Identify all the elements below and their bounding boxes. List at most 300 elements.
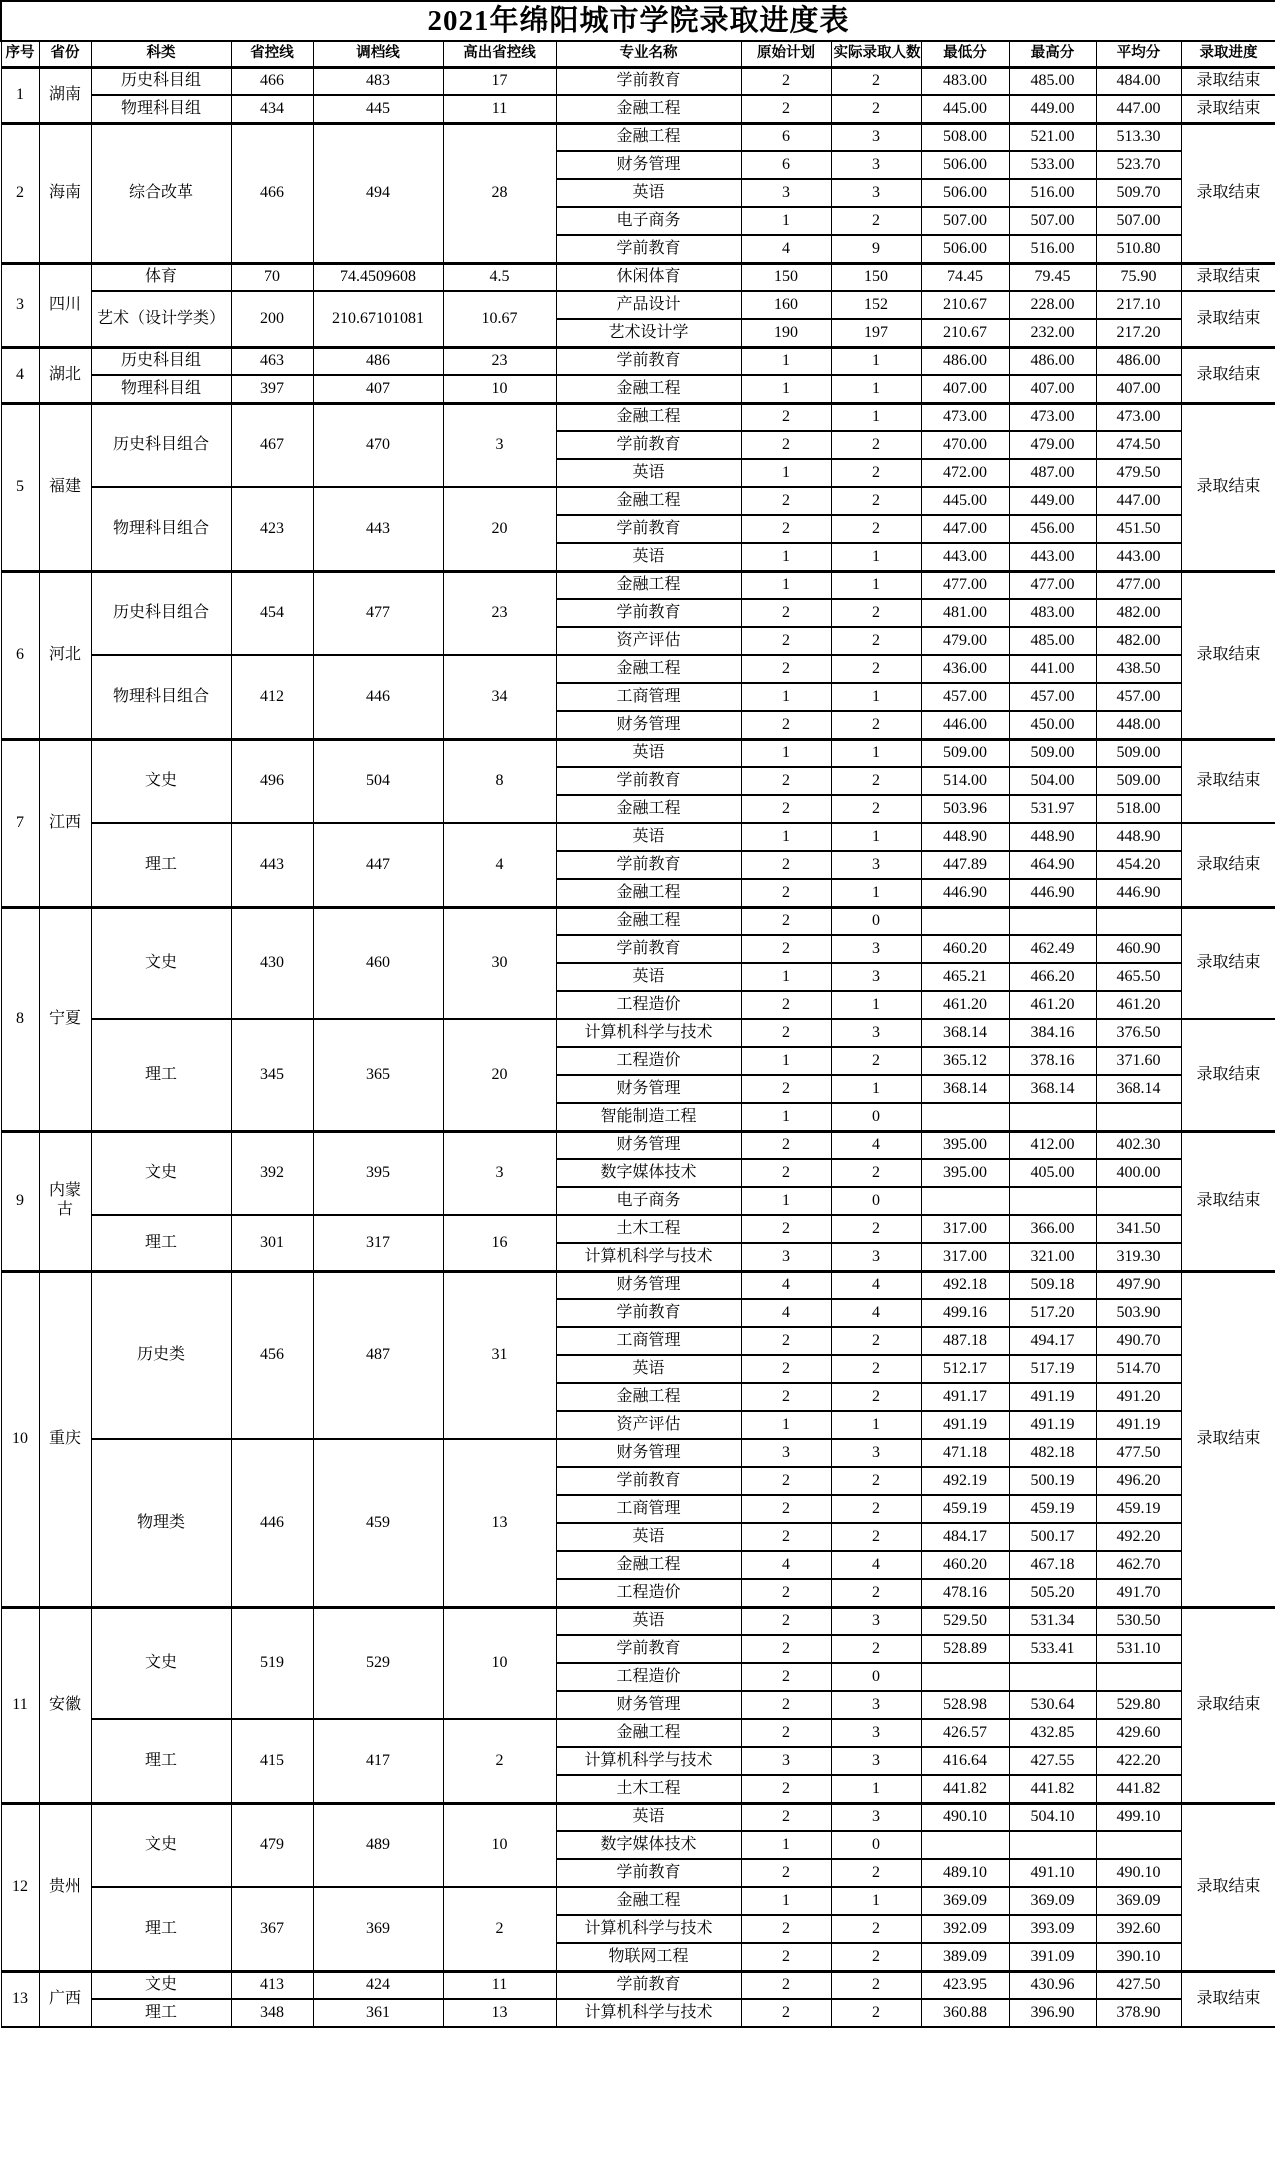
max-score: 509.00 xyxy=(1009,739,1096,767)
actual-count: 3 xyxy=(831,1607,921,1635)
plan-count: 2 xyxy=(741,1579,831,1607)
max-score: 500.17 xyxy=(1009,1523,1096,1551)
column-header-9: 最低分 xyxy=(921,41,1009,67)
avg-score: 341.50 xyxy=(1096,1215,1181,1243)
max-score: 321.00 xyxy=(1009,1243,1096,1271)
min-score: 407.00 xyxy=(921,375,1009,403)
min-score: 509.00 xyxy=(921,739,1009,767)
avg-score: 402.30 xyxy=(1096,1131,1181,1159)
column-header-10: 最高分 xyxy=(1009,41,1096,67)
plan-count: 2 xyxy=(741,795,831,823)
major-name: 金融工程 xyxy=(556,1887,741,1915)
row-index: 9 xyxy=(1,1131,39,1271)
actual-count: 1 xyxy=(831,823,921,851)
page-title: 2021年绵阳城市学院录取进度表 xyxy=(1,1,1275,41)
actual-count: 1 xyxy=(831,991,921,1019)
province-control-line: 456 xyxy=(231,1271,313,1439)
actual-count: 2 xyxy=(831,1579,921,1607)
min-score: 447.00 xyxy=(921,515,1009,543)
max-score: 509.18 xyxy=(1009,1271,1096,1299)
major-name: 学前教育 xyxy=(556,67,741,95)
actual-count: 0 xyxy=(831,907,921,935)
actual-count: 2 xyxy=(831,207,921,235)
min-score: 459.19 xyxy=(921,1495,1009,1523)
max-score: 457.00 xyxy=(1009,683,1096,711)
avg-score: 390.10 xyxy=(1096,1943,1181,1971)
major-name: 学前教育 xyxy=(556,431,741,459)
plan-count: 1 xyxy=(741,375,831,403)
avg-score: 474.50 xyxy=(1096,431,1181,459)
actual-count: 1 xyxy=(831,1887,921,1915)
actual-count: 2 xyxy=(831,1859,921,1887)
major-name: 金融工程 xyxy=(556,487,741,515)
major-name: 金融工程 xyxy=(556,1383,741,1411)
avg-score: 378.90 xyxy=(1096,1999,1181,2027)
plan-count: 3 xyxy=(741,1243,831,1271)
avg-score: 514.70 xyxy=(1096,1355,1181,1383)
plan-count: 2 xyxy=(741,1803,831,1831)
avg-score: 454.20 xyxy=(1096,851,1181,879)
plan-count: 1 xyxy=(741,1103,831,1131)
actual-count: 2 xyxy=(831,1159,921,1187)
max-score: 473.00 xyxy=(1009,403,1096,431)
table-row xyxy=(1,487,1275,515)
avg-score: 427.50 xyxy=(1096,1971,1181,1999)
above-control-line: 13 xyxy=(443,1439,556,1607)
plan-count: 2 xyxy=(741,487,831,515)
actual-count: 2 xyxy=(831,67,921,95)
min-score: 499.16 xyxy=(921,1299,1009,1327)
table-row xyxy=(1,1271,1275,1299)
major-name: 财务管理 xyxy=(556,1691,741,1719)
province-name: 河北 xyxy=(39,571,91,739)
max-score: 483.00 xyxy=(1009,599,1096,627)
actual-count: 1 xyxy=(831,571,921,599)
actual-count: 2 xyxy=(831,1943,921,1971)
avg-score: 448.00 xyxy=(1096,711,1181,739)
above-control-line: 3 xyxy=(443,1131,556,1215)
max-score: 462.49 xyxy=(1009,935,1096,963)
above-control-line: 16 xyxy=(443,1215,556,1271)
major-name: 英语 xyxy=(556,823,741,851)
min-score xyxy=(921,1187,1009,1215)
min-score: 483.00 xyxy=(921,67,1009,95)
major-name: 土木工程 xyxy=(556,1775,741,1803)
above-control-line: 17 xyxy=(443,67,556,95)
min-score: 426.57 xyxy=(921,1719,1009,1747)
above-control-line: 10 xyxy=(443,1607,556,1719)
min-score: 486.00 xyxy=(921,347,1009,375)
actual-count: 2 xyxy=(831,1495,921,1523)
plan-count: 2 xyxy=(741,711,831,739)
max-score: 507.00 xyxy=(1009,207,1096,235)
plan-count: 1 xyxy=(741,963,831,991)
major-name: 金融工程 xyxy=(556,795,741,823)
major-name: 计算机科学与技术 xyxy=(556,1019,741,1047)
min-score: 441.82 xyxy=(921,1775,1009,1803)
subject-category: 理工 xyxy=(91,1887,231,1971)
actual-count: 152 xyxy=(831,291,921,319)
major-name: 土木工程 xyxy=(556,1215,741,1243)
file-transfer-line: 459 xyxy=(313,1439,443,1607)
avg-score: 492.20 xyxy=(1096,1523,1181,1551)
province-name: 内蒙古 xyxy=(39,1131,91,1271)
plan-count: 2 xyxy=(741,1467,831,1495)
major-name: 学前教育 xyxy=(556,1859,741,1887)
plan-count: 2 xyxy=(741,1075,831,1103)
major-name: 工商管理 xyxy=(556,683,741,711)
subject-category: 历史类 xyxy=(91,1271,231,1439)
plan-count: 3 xyxy=(741,1747,831,1775)
table-row xyxy=(1,907,1275,935)
plan-count: 2 xyxy=(741,1523,831,1551)
avg-score: 217.20 xyxy=(1096,319,1181,347)
table-row xyxy=(1,1999,1275,2027)
plan-count: 2 xyxy=(741,1019,831,1047)
major-name: 资产评估 xyxy=(556,627,741,655)
avg-score: 392.60 xyxy=(1096,1915,1181,1943)
max-score: 368.14 xyxy=(1009,1075,1096,1103)
actual-count: 3 xyxy=(831,1243,921,1271)
province-control-line: 466 xyxy=(231,123,313,263)
actual-count: 4 xyxy=(831,1131,921,1159)
subject-category: 文史 xyxy=(91,907,231,1019)
plan-count: 6 xyxy=(741,151,831,179)
row-index: 3 xyxy=(1,263,39,347)
table-row xyxy=(1,1887,1275,1915)
avg-score: 497.90 xyxy=(1096,1271,1181,1299)
subject-category: 综合改革 xyxy=(91,123,231,263)
major-name: 金融工程 xyxy=(556,375,741,403)
major-name: 资产评估 xyxy=(556,1411,741,1439)
above-control-line: 13 xyxy=(443,1999,556,2027)
major-name: 财务管理 xyxy=(556,151,741,179)
actual-count: 2 xyxy=(831,1915,921,1943)
plan-count: 2 xyxy=(741,655,831,683)
row-index: 1 xyxy=(1,67,39,123)
file-transfer-line: 74.4509608 xyxy=(313,263,443,291)
max-score: 441.82 xyxy=(1009,1775,1096,1803)
subject-category: 文史 xyxy=(91,1803,231,1887)
file-transfer-line: 470 xyxy=(313,403,443,487)
admission-status: 录取结束 xyxy=(1181,263,1275,291)
admission-status: 录取结束 xyxy=(1181,739,1275,823)
major-name: 金融工程 xyxy=(556,1719,741,1747)
avg-score: 461.20 xyxy=(1096,991,1181,1019)
min-score: 368.14 xyxy=(921,1075,1009,1103)
file-transfer-line: 361 xyxy=(313,1999,443,2027)
admission-status: 录取结束 xyxy=(1181,1971,1275,2027)
plan-count: 2 xyxy=(741,1971,831,1999)
file-transfer-line: 483 xyxy=(313,67,443,95)
min-score: 507.00 xyxy=(921,207,1009,235)
plan-count: 2 xyxy=(741,599,831,627)
major-name: 英语 xyxy=(556,1607,741,1635)
plan-count: 4 xyxy=(741,1551,831,1579)
above-control-line: 3 xyxy=(443,403,556,487)
min-score: 487.18 xyxy=(921,1327,1009,1355)
column-header-2: 科类 xyxy=(91,41,231,67)
plan-count: 2 xyxy=(741,1215,831,1243)
max-score: 521.00 xyxy=(1009,123,1096,151)
admission-status: 录取结束 xyxy=(1181,1803,1275,1971)
major-name: 数字媒体技术 xyxy=(556,1831,741,1859)
province-control-line: 454 xyxy=(231,571,313,655)
plan-count: 1 xyxy=(741,823,831,851)
max-score: 517.20 xyxy=(1009,1299,1096,1327)
actual-count: 3 xyxy=(831,1019,921,1047)
avg-score: 429.60 xyxy=(1096,1719,1181,1747)
min-score: 492.18 xyxy=(921,1271,1009,1299)
max-score: 446.90 xyxy=(1009,879,1096,907)
max-score: 461.20 xyxy=(1009,991,1096,1019)
province-control-line: 423 xyxy=(231,487,313,571)
major-name: 金融工程 xyxy=(556,123,741,151)
subject-category: 理工 xyxy=(91,823,231,907)
min-score: 360.88 xyxy=(921,1999,1009,2027)
plan-count: 4 xyxy=(741,1271,831,1299)
max-score: 530.64 xyxy=(1009,1691,1096,1719)
above-control-line: 20 xyxy=(443,1019,556,1131)
above-control-line: 34 xyxy=(443,655,556,739)
major-name: 学前教育 xyxy=(556,515,741,543)
avg-score: 531.10 xyxy=(1096,1635,1181,1663)
plan-count: 2 xyxy=(741,767,831,795)
province-control-line: 446 xyxy=(231,1439,313,1607)
max-score: 486.00 xyxy=(1009,347,1096,375)
avg-score: 507.00 xyxy=(1096,207,1181,235)
province-control-line: 467 xyxy=(231,403,313,487)
major-name: 计算机科学与技术 xyxy=(556,1999,741,2027)
min-score: 528.89 xyxy=(921,1635,1009,1663)
row-index: 6 xyxy=(1,571,39,739)
above-control-line: 2 xyxy=(443,1719,556,1803)
file-transfer-line: 424 xyxy=(313,1971,443,1999)
major-name: 艺术设计学 xyxy=(556,319,741,347)
admission-status: 录取结束 xyxy=(1181,403,1275,571)
subject-category: 物理科目组 xyxy=(91,375,231,403)
max-score: 228.00 xyxy=(1009,291,1096,319)
min-score: 389.09 xyxy=(921,1943,1009,1971)
province-control-line: 519 xyxy=(231,1607,313,1719)
max-score: 396.90 xyxy=(1009,1999,1096,2027)
actual-count: 3 xyxy=(831,151,921,179)
avg-score: 460.90 xyxy=(1096,935,1181,963)
above-control-line: 23 xyxy=(443,347,556,375)
subject-category: 理工 xyxy=(91,1999,231,2027)
actual-count: 1 xyxy=(831,1775,921,1803)
actual-count: 1 xyxy=(831,1075,921,1103)
plan-count: 2 xyxy=(741,1691,831,1719)
max-score: 79.45 xyxy=(1009,263,1096,291)
admission-status: 录取结束 xyxy=(1181,907,1275,1019)
avg-score: 513.30 xyxy=(1096,123,1181,151)
admission-status: 录取结束 xyxy=(1181,1607,1275,1803)
min-score: 489.10 xyxy=(921,1859,1009,1887)
max-score: 482.18 xyxy=(1009,1439,1096,1467)
major-name: 电子商务 xyxy=(556,1187,741,1215)
file-transfer-line: 445 xyxy=(313,95,443,123)
table-row xyxy=(1,655,1275,683)
max-score: 491.10 xyxy=(1009,1859,1096,1887)
min-score: 395.00 xyxy=(921,1131,1009,1159)
min-score: 445.00 xyxy=(921,95,1009,123)
subject-category: 物理科目组 xyxy=(91,95,231,123)
plan-count: 2 xyxy=(741,991,831,1019)
above-control-line: 4 xyxy=(443,823,556,907)
max-score: 459.19 xyxy=(1009,1495,1096,1523)
actual-count: 0 xyxy=(831,1103,921,1131)
avg-score: 75.90 xyxy=(1096,263,1181,291)
admission-status: 录取结束 xyxy=(1181,571,1275,739)
plan-count: 2 xyxy=(741,67,831,95)
actual-count: 2 xyxy=(831,1047,921,1075)
min-score: 490.10 xyxy=(921,1803,1009,1831)
avg-score: 438.50 xyxy=(1096,655,1181,683)
file-transfer-line: 407 xyxy=(313,375,443,403)
actual-count: 3 xyxy=(831,935,921,963)
file-transfer-line: 417 xyxy=(313,1719,443,1803)
file-transfer-line: 504 xyxy=(313,739,443,823)
avg-score: 319.30 xyxy=(1096,1243,1181,1271)
avg-score: 491.19 xyxy=(1096,1411,1181,1439)
actual-count: 1 xyxy=(831,403,921,431)
column-header-4: 调档线 xyxy=(313,41,443,67)
province-control-line: 415 xyxy=(231,1719,313,1803)
max-score: 467.18 xyxy=(1009,1551,1096,1579)
max-score: 505.20 xyxy=(1009,1579,1096,1607)
max-score: 384.16 xyxy=(1009,1019,1096,1047)
actual-count: 0 xyxy=(831,1831,921,1859)
subject-category: 物理类 xyxy=(91,1439,231,1607)
above-control-line: 20 xyxy=(443,487,556,571)
province-control-line: 412 xyxy=(231,655,313,739)
actual-count: 2 xyxy=(831,95,921,123)
plan-count: 1 xyxy=(741,459,831,487)
min-score: 479.00 xyxy=(921,627,1009,655)
actual-count: 3 xyxy=(831,1439,921,1467)
actual-count: 2 xyxy=(831,1355,921,1383)
min-score: 514.00 xyxy=(921,767,1009,795)
max-score: 391.09 xyxy=(1009,1943,1096,1971)
column-header-12: 录取进度 xyxy=(1181,41,1275,67)
table-row xyxy=(1,1019,1275,1047)
max-score: 504.00 xyxy=(1009,767,1096,795)
actual-count: 2 xyxy=(831,711,921,739)
above-control-line: 10.67 xyxy=(443,291,556,347)
plan-count: 2 xyxy=(741,1355,831,1383)
column-header-6: 专业名称 xyxy=(556,41,741,67)
avg-score: 447.00 xyxy=(1096,487,1181,515)
plan-count: 1 xyxy=(741,1047,831,1075)
max-score: 427.55 xyxy=(1009,1747,1096,1775)
actual-count: 2 xyxy=(831,459,921,487)
avg-score: 451.50 xyxy=(1096,515,1181,543)
province-name: 广西 xyxy=(39,1971,91,2027)
avg-score: 509.00 xyxy=(1096,739,1181,767)
province-control-line: 301 xyxy=(231,1215,313,1271)
table-row xyxy=(1,1971,1275,1999)
avg-score: 486.00 xyxy=(1096,347,1181,375)
actual-count: 1 xyxy=(831,739,921,767)
table-row xyxy=(1,123,1275,151)
above-control-line: 28 xyxy=(443,123,556,263)
max-score: 485.00 xyxy=(1009,67,1096,95)
avg-score: 447.00 xyxy=(1096,95,1181,123)
min-score: 445.00 xyxy=(921,487,1009,515)
table-row xyxy=(1,67,1275,95)
avg-score: 465.50 xyxy=(1096,963,1181,991)
avg-score: 368.14 xyxy=(1096,1075,1181,1103)
plan-count: 2 xyxy=(741,907,831,935)
column-header-5: 高出省控线 xyxy=(443,41,556,67)
avg-score: 443.00 xyxy=(1096,543,1181,571)
major-name: 休闲体育 xyxy=(556,263,741,291)
province-control-line: 413 xyxy=(231,1971,313,1999)
table-body xyxy=(1,67,1275,2027)
subject-category: 历史科目组 xyxy=(91,67,231,95)
subject-category: 文史 xyxy=(91,1131,231,1215)
actual-count: 197 xyxy=(831,319,921,347)
major-name: 计算机科学与技术 xyxy=(556,1747,741,1775)
max-score: 516.00 xyxy=(1009,235,1096,263)
actual-count: 0 xyxy=(831,1187,921,1215)
min-score: 481.00 xyxy=(921,599,1009,627)
province-control-line: 443 xyxy=(231,823,313,907)
major-name: 金融工程 xyxy=(556,403,741,431)
avg-score: 510.80 xyxy=(1096,235,1181,263)
major-name: 学前教育 xyxy=(556,235,741,263)
subject-category: 物理科目组合 xyxy=(91,487,231,571)
header-row xyxy=(1,41,1275,67)
actual-count: 3 xyxy=(831,1691,921,1719)
above-control-line: 11 xyxy=(443,1971,556,1999)
major-name: 工程造价 xyxy=(556,1579,741,1607)
major-name: 学前教育 xyxy=(556,1467,741,1495)
table-row xyxy=(1,1607,1275,1635)
major-name: 工程造价 xyxy=(556,991,741,1019)
province-control-line: 348 xyxy=(231,1999,313,2027)
major-name: 英语 xyxy=(556,459,741,487)
province-control-line: 496 xyxy=(231,739,313,823)
major-name: 英语 xyxy=(556,1523,741,1551)
major-name: 金融工程 xyxy=(556,655,741,683)
plan-count: 190 xyxy=(741,319,831,347)
plan-count: 160 xyxy=(741,291,831,319)
major-name: 财务管理 xyxy=(556,1075,741,1103)
max-score: 464.90 xyxy=(1009,851,1096,879)
max-score: 485.00 xyxy=(1009,627,1096,655)
column-header-8: 实际录取人数 xyxy=(831,41,921,67)
min-score: 447.89 xyxy=(921,851,1009,879)
province-control-line: 397 xyxy=(231,375,313,403)
table-row xyxy=(1,263,1275,291)
actual-count: 1 xyxy=(831,543,921,571)
min-score: 528.98 xyxy=(921,1691,1009,1719)
province-control-line: 200 xyxy=(231,291,313,347)
avg-score xyxy=(1096,1831,1181,1859)
major-name: 英语 xyxy=(556,963,741,991)
avg-score: 407.00 xyxy=(1096,375,1181,403)
subject-category: 文史 xyxy=(91,1607,231,1719)
actual-count: 2 xyxy=(831,431,921,459)
plan-count: 2 xyxy=(741,879,831,907)
row-index: 13 xyxy=(1,1971,39,2027)
max-score: 531.97 xyxy=(1009,795,1096,823)
major-name: 金融工程 xyxy=(556,95,741,123)
min-score: 492.19 xyxy=(921,1467,1009,1495)
min-score: 506.00 xyxy=(921,179,1009,207)
